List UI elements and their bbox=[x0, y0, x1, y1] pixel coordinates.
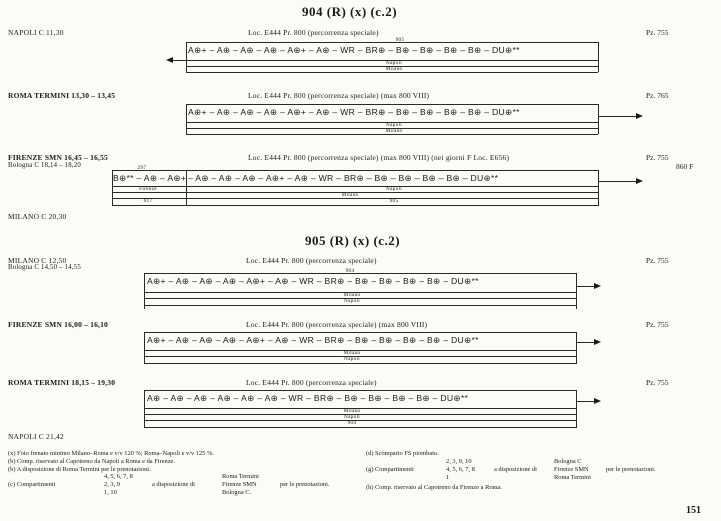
pz-value: Pz. 755 bbox=[646, 153, 669, 162]
label-napoli: Napoli bbox=[344, 298, 360, 304]
note-g-mid: a disposizione di bbox=[494, 466, 537, 473]
loco-info: Loc. E444 Pr. 800 (percorrenza speciale) (max 800 VIII) bbox=[248, 91, 430, 100]
note-c-label: (c) Compartimenti bbox=[8, 481, 56, 488]
pz-value-f: 860 F bbox=[676, 162, 694, 171]
label-napoli: Napoli bbox=[344, 414, 360, 420]
station-milano: MILANO C 12,50 bbox=[8, 256, 67, 265]
label-firenze: Firenze bbox=[139, 186, 157, 192]
label-milano: Milano bbox=[343, 292, 361, 298]
pz-value: Pz. 755 bbox=[646, 378, 669, 387]
pz-value: Pz. 755 bbox=[646, 256, 669, 265]
pz-value: Pz. 755 bbox=[646, 28, 669, 37]
note-bb: (b) A disposizione di Roma Termini per le prenotazioni. bbox=[8, 466, 151, 473]
pz-value: Pz. 755 bbox=[646, 320, 669, 329]
label-905: 905 bbox=[389, 198, 399, 204]
note-g-place: Bologna C bbox=[554, 458, 582, 465]
loco-info: Loc. E444 Pr. 800 (percorrenza speciale) bbox=[246, 378, 377, 387]
station-milano-end: MILANO C 20,30 bbox=[8, 212, 67, 221]
note-c-num: 1, 10 bbox=[104, 489, 117, 496]
station-firenze: FIRENZE SMN 16,45 – 16,55 bbox=[8, 153, 109, 162]
train-905-title: 905 (R) (x) (c.2) bbox=[305, 233, 401, 248]
note-c-place: Firenze SMN bbox=[222, 481, 257, 488]
label-napoli: Napoli bbox=[344, 356, 360, 362]
station-napoli: NAPOLI C 11,30 bbox=[8, 28, 64, 37]
note-g-place: Firenze SMN bbox=[554, 466, 589, 473]
label-milano: Milano bbox=[385, 128, 403, 134]
station-roma-termini: ROMA TERMINI 18,15 – 19,30 bbox=[8, 378, 116, 387]
station-bologna: Bologna C 18,14 – 18,20 bbox=[8, 162, 81, 169]
note-h: (h) Comp. riservato al Capotreno da Firenze a Roma. bbox=[366, 484, 502, 491]
label-milano: Milano bbox=[343, 350, 361, 356]
note-g-num: 1 bbox=[446, 474, 450, 481]
label-milano: Milano bbox=[385, 66, 403, 72]
page-number: 151 bbox=[686, 505, 701, 516]
composition-row: A⊕+ – A⊕ – A⊕ – A⊕ – A⊕+ – A⊕ – WR – BR⊕ – B⊕ – B⊕ – B⊕ – B⊕ – DU⊕** bbox=[147, 335, 479, 345]
note-b: (b) Comp. riservato al Capotreno da Napoli a Roma e da Firenze. bbox=[8, 458, 175, 465]
note-x: (x) Foto frenato minimo Milano–Roma e v/v 120 %; Roma–Napoli e v/v 125 %. bbox=[8, 450, 214, 457]
note-d: (d) Scompario FS piombato. bbox=[366, 450, 439, 457]
composition-row: A⊕+ – A⊕ – A⊕ – A⊕ – A⊕+ – A⊕ – WR – BR⊕ – B⊕ – B⊕ – B⊕ – B⊕ – DU⊕** bbox=[147, 276, 479, 286]
composition-row: A⊕+ – A⊕ – A⊕ – A⊕ – A⊕+ – A⊕ – WR – BR⊕ – B⊕ – B⊕ – B⊕ – B⊕ – DU⊕** bbox=[188, 107, 520, 117]
loco-info: Loc. E444 Pr. 800 (percorrenza speciale) bbox=[246, 256, 377, 265]
composition-left: B⊕** – A⊕ – A⊕+ bbox=[113, 173, 187, 183]
note-g-place: Roma Termini bbox=[554, 474, 591, 481]
station-bologna: Bologna C 14,50 – 14,55 bbox=[8, 264, 81, 271]
note-c-num: 4, 5, 6, 7, 8 bbox=[104, 473, 133, 480]
label-297: 297 bbox=[137, 165, 147, 171]
label-905: 905 bbox=[395, 37, 405, 43]
note-c-place: Roma Termini bbox=[222, 473, 259, 480]
label-napoli: Napoli bbox=[386, 122, 402, 128]
loco-info: Loc. E444 Pr. 800 (percorrenza speciale) bbox=[248, 28, 379, 37]
note-g-end: per le prenotazioni. bbox=[606, 466, 656, 473]
label-904: 904 bbox=[347, 420, 357, 426]
pz-value: Pz. 765 bbox=[646, 91, 669, 100]
note-g-label: (g) Compartimenti bbox=[366, 466, 414, 473]
composition-row: – A⊕ – A⊕ – A⊕ – A⊕+ – A⊕ – WR – BR⊕ – B⊕ – B⊕ – B⊕ – B⊕ – DU⊕** bbox=[188, 173, 499, 183]
train-904-title: 904 (R) (x) (c.2) bbox=[302, 4, 398, 19]
label-904: 904 bbox=[345, 268, 355, 274]
label-milano: Milano bbox=[343, 408, 361, 414]
note-g-num: 2, 3, 9, 10 bbox=[446, 458, 472, 465]
note-c-num: 2, 3, 9 bbox=[104, 481, 120, 488]
note-c-end: per le prenotazioni. bbox=[280, 481, 330, 488]
loco-info: Loc. E444 Pr. 800 (percorrenza speciale) (max 800 VIII) (nei giorni F Loc. E656) bbox=[248, 153, 510, 162]
note-c-mid: a disposizione di bbox=[152, 481, 195, 488]
label-napoli: Napoli bbox=[386, 60, 402, 66]
loco-info: Loc. E444 Pr. 800 (percorrenza speciale) (max 800 VIII) bbox=[246, 320, 428, 329]
label-napoli: Napoli bbox=[386, 186, 402, 192]
note-c-place: Bologna C. bbox=[222, 489, 252, 496]
label-617: 617 bbox=[143, 198, 153, 204]
station-napoli-end: NAPOLI C 21,42 bbox=[8, 432, 64, 441]
station-roma-termini: ROMA TERMINI 13,30 – 13,45 bbox=[8, 91, 116, 100]
composition-row: A⊕+ – A⊕ – A⊕ – A⊕ – A⊕+ – A⊕ – WR – BR⊕ – B⊕ – B⊕ – B⊕ – B⊕ – DU⊕** bbox=[188, 45, 520, 55]
station-firenze: FIRENZE SMN 16,00 – 16,10 bbox=[8, 320, 109, 329]
composition-row: A⊕ – A⊕ – A⊕ – A⊕ – A⊕ – A⊕ – WR – BR⊕ – B⊕ – B⊕ – B⊕ – B⊕ – DU⊕** bbox=[147, 393, 469, 403]
note-g-num: 4, 5, 6, 7, 8 bbox=[446, 466, 475, 473]
label-milano: Milano bbox=[341, 192, 359, 198]
